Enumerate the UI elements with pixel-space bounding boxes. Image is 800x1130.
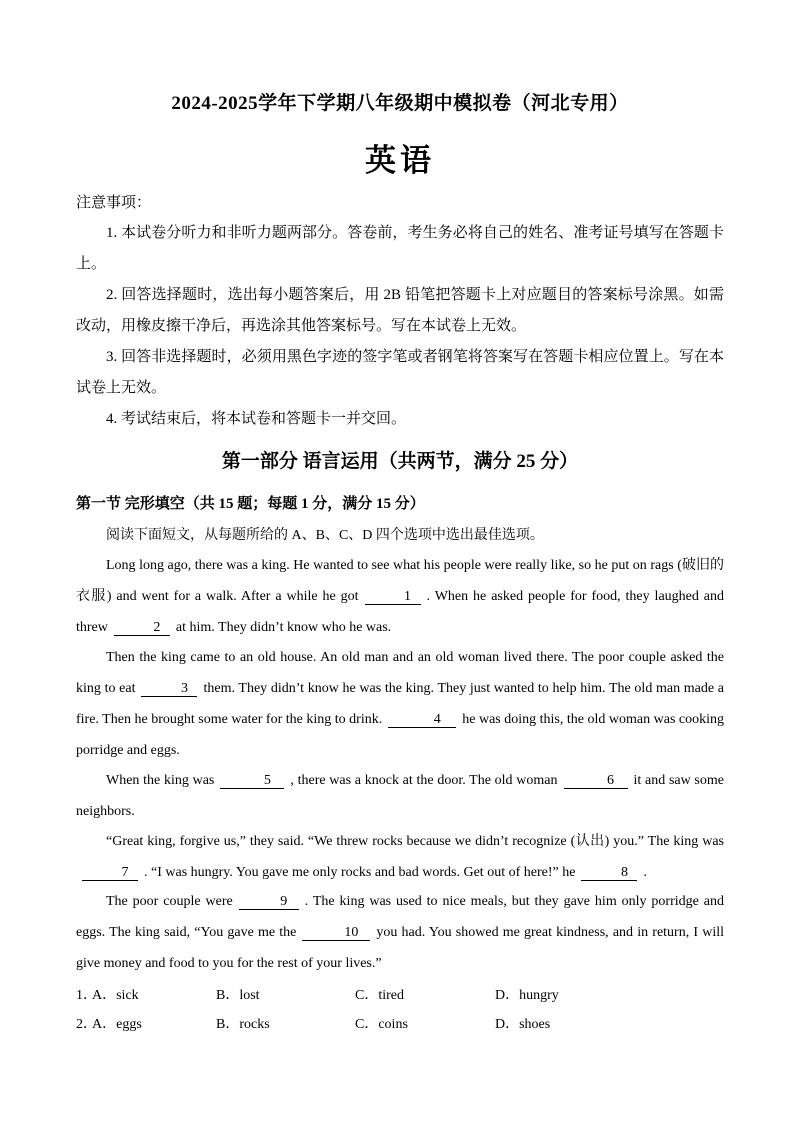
passage-paragraph-4: “Great king, forgive us,” they said. “We threw rocks because we didn’t recognize (认出) you.” The king was7 . “I was hungry. You gave me only rocks and bad words. Get out of here!” he 8 . [76,826,724,888]
notice-item-1: 1. 本试卷分听力和非听力题两部分。答卷前，考生务必将自己的姓名、准考证号填写在答题卡上。 [76,225,724,272]
option-d[interactable]: D．hungry [495,988,559,1003]
option-b[interactable]: B．rocks [216,1017,270,1032]
question-1-options [76,984,724,1004]
notice-item-3: 3. 回答非选择题时，必须用黑色字迹的签字笔或者钢笔将答案写在答题卡相应位置上。写在本试卷上无效。 [76,349,724,396]
passage-paragraph-2: Then the king came to an old house. An old man and an old woman lived there. The poor couple asked the king to eat 3 them. They didn’t know he was the king. They just wanted to help him. The old man made a fire. Then he brought some water for the king to drink. 4 he was doing this, the old woman was cooking porridge and eggs. [76,650,725,758]
question-number: 2． [76,1017,97,1032]
blank-9: 9 [239,894,299,910]
exam-title: 2024-2025学年下学期八年级期中模拟卷（河北专用） [171,93,629,114]
blank-3: 3 [141,681,197,697]
blank-8: 8 [581,865,637,881]
blank-5: 5 [220,773,284,789]
passage-paragraph-3: When the king was 5 , there was a knock at the door. The old woman 6 it and saw some neighbors. [76,773,724,819]
subject-title: 英语 [365,143,435,178]
passage-paragraph-1: Long long ago, there was a king. He wanted to see what his people were really like, so he put on rags (破旧的衣服) and went for a walk. After a while he got 1 . When he asked people for food, they laughed and threw 2 at him. They didn’t know who he was. [76,558,725,635]
blank-4: 4 [388,712,456,728]
passage-paragraph-5: The poor couple were 9 . The king was used to nice meals, but they gave him only porridge and eggs. The king said, “You gave me the 10 you had. You showed me great kindness, and in return, I will give money and food to you for the rest of your lives.” [76,894,724,971]
notice-heading: 注意事项： [76,195,152,211]
blank-6: 6 [564,773,628,789]
blank-7: 7 [82,865,138,881]
section-instruction: 阅读下面短文，从每题所给的 A、B、C、D 四个选项中选出最佳选项。 [106,528,544,543]
option-b[interactable]: B．lost [216,988,260,1003]
blank-10: 10 [302,925,370,941]
question-2-options [76,1013,724,1033]
option-c[interactable]: C．coins [355,1017,408,1032]
notice-item-4: 4. 考试结束后，将本试卷和答题卡一并交回。 [106,411,407,427]
blank-2: 2 [114,620,170,636]
option-a[interactable]: A．eggs [92,1017,142,1032]
option-d[interactable]: D．shoes [495,1017,551,1032]
blank-1: 1 [365,589,421,605]
section-title: 第一节 完形填空（共 15 题；每题 1 分，满分 15 分） [76,496,425,512]
part-title: 第一部分 语言运用（共两节，满分 25 分） [221,451,579,472]
notice-item-2: 2. 回答选择题时，选出每小题答案后，用 2B 铅笔把答题卡上对应题目的答案标号涂黑。如需改动，用橡皮擦干净后，再选涂其他答案标号。写在本试卷上无效。 [76,287,724,334]
question-number: 1． [76,988,97,1003]
option-c[interactable]: C．tired [355,988,404,1003]
option-a[interactable]: A．sick [92,988,139,1003]
